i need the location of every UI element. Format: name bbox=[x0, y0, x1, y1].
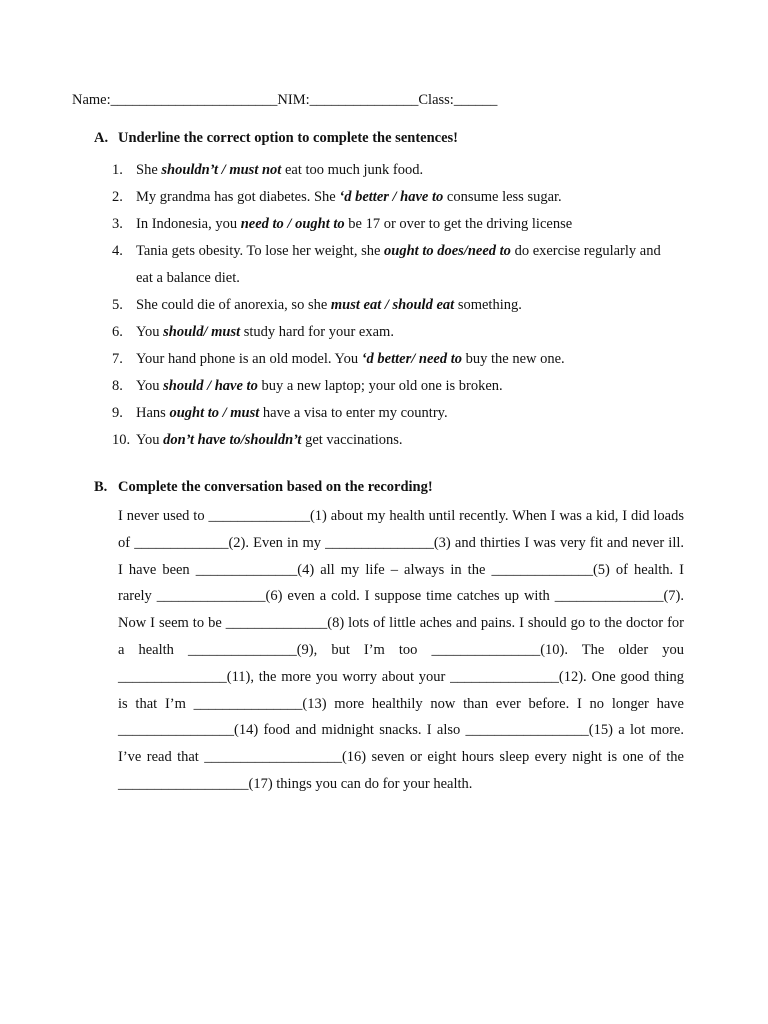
item-option-choices: must eat / should eat bbox=[330, 297, 455, 313]
list-item bbox=[112, 373, 672, 400]
list-item bbox=[112, 157, 672, 184]
list-item bbox=[112, 427, 672, 454]
item-option-choices: ought to / must bbox=[169, 405, 260, 421]
item-number: 1. bbox=[112, 162, 123, 178]
item-text-after: eat too much junk food. bbox=[281, 162, 424, 178]
item-sentence bbox=[136, 184, 672, 211]
item-option-choices: ‘d better/ need to bbox=[361, 351, 462, 367]
section-a-title: Underline the correct option to complete the sentences! bbox=[118, 130, 458, 146]
conversation-paragraph: I never used to ______________(1) about my health until recently. When I was a kid, I did loads of _____________(2). Even in my _______________(3) and thirties I was very fit and never ill. I have been ______________(4) all my life – always in the ______________(5) of health. I rarely _______________(6) even a cold. I suppose time catches up with _______________(7). Now I seem to be ______________(8) lots of little aches and pains. I should go to the doctor for a health _______________(9), but I’m too _______________(10). The older you _______________(11), the more you worry about your _______________(12). One good thing is that I’m _______________(13) more healthily now than ever before. I no longer have ________________(14) food and midnight snacks. I also _________________(15) a lot more. I’ve read that ___________________(16) seven or eight hours sleep every night is one of the __________________(17) things you can do for your health. bbox=[118, 508, 684, 792]
item-number: 7. bbox=[112, 351, 123, 367]
section-a-letter: A. bbox=[94, 130, 109, 146]
item-option-choices: should / have to bbox=[163, 378, 258, 394]
section-b-title: Complete the conversation based on the recording! bbox=[118, 479, 433, 495]
item-text-after: consume less sugar. bbox=[443, 189, 562, 205]
list-item bbox=[112, 400, 672, 427]
list-item bbox=[112, 319, 672, 346]
section-a-item-list bbox=[112, 157, 672, 454]
item-text-after: study hard for your exam. bbox=[240, 324, 394, 340]
item-sentence bbox=[136, 292, 672, 319]
item-sentence bbox=[136, 319, 672, 346]
item-text-before: She could die of anorexia, so she bbox=[136, 297, 331, 313]
list-item bbox=[112, 211, 672, 238]
item-sentence bbox=[136, 157, 672, 184]
section-b-letter: B. bbox=[94, 479, 108, 495]
item-option-choices: shouldn’t / must not bbox=[161, 162, 282, 178]
item-text-before: She bbox=[136, 162, 162, 178]
item-text-after: buy the new one. bbox=[462, 351, 565, 367]
item-option-choices: ‘d better / have to bbox=[339, 189, 444, 205]
item-option-choices: don’t have to/shouldn’t bbox=[163, 432, 302, 448]
item-text-after: get vaccinations. bbox=[301, 432, 403, 448]
item-number: 6. bbox=[112, 324, 123, 340]
item-sentence bbox=[136, 427, 672, 454]
item-text-after: have a visa to enter my country. bbox=[259, 405, 448, 421]
item-text-before: In Indonesia, you bbox=[136, 216, 241, 232]
item-number: 8. bbox=[112, 378, 123, 394]
item-option-choices: should/ must bbox=[163, 324, 241, 340]
section-a-heading bbox=[94, 130, 458, 147]
item-number: 10. bbox=[112, 432, 131, 448]
item-text-before: Hans bbox=[136, 405, 170, 421]
list-item bbox=[112, 238, 672, 292]
list-item bbox=[112, 292, 672, 319]
item-sentence bbox=[136, 211, 672, 238]
list-item bbox=[112, 346, 672, 373]
item-text-after: do exercise regularly and eat a balance diet. bbox=[136, 243, 661, 286]
item-sentence bbox=[136, 346, 672, 373]
student-info-line: Name:_______________________NIM:_______________Class:______ bbox=[72, 92, 498, 108]
item-number: 5. bbox=[112, 297, 123, 313]
item-text-after: be 17 or over to get the driving license bbox=[344, 216, 573, 232]
item-option-choices: ought to does/need to bbox=[384, 243, 511, 259]
item-number: 9. bbox=[112, 405, 123, 421]
list-item bbox=[112, 184, 672, 211]
item-text-before: You bbox=[136, 432, 164, 448]
item-sentence bbox=[136, 238, 672, 292]
section-b-heading bbox=[94, 479, 433, 496]
item-number: 3. bbox=[112, 216, 123, 232]
item-text-before: Tania gets obesity. To lose her weight, she bbox=[136, 243, 385, 259]
item-text-before: My grandma has got diabetes. She bbox=[136, 189, 340, 205]
item-sentence bbox=[136, 373, 672, 400]
item-text-before: You bbox=[136, 378, 164, 394]
item-option-choices: need to / ought to bbox=[240, 216, 345, 232]
item-text-before: You bbox=[136, 324, 164, 340]
item-number: 4. bbox=[112, 243, 123, 259]
item-text-after: something. bbox=[454, 297, 522, 313]
item-number: 2. bbox=[112, 189, 123, 205]
item-text-before: Your hand phone is an old model. You bbox=[136, 351, 362, 367]
item-text-after: buy a new laptop; your old one is broken. bbox=[257, 378, 503, 394]
item-sentence bbox=[136, 400, 672, 427]
